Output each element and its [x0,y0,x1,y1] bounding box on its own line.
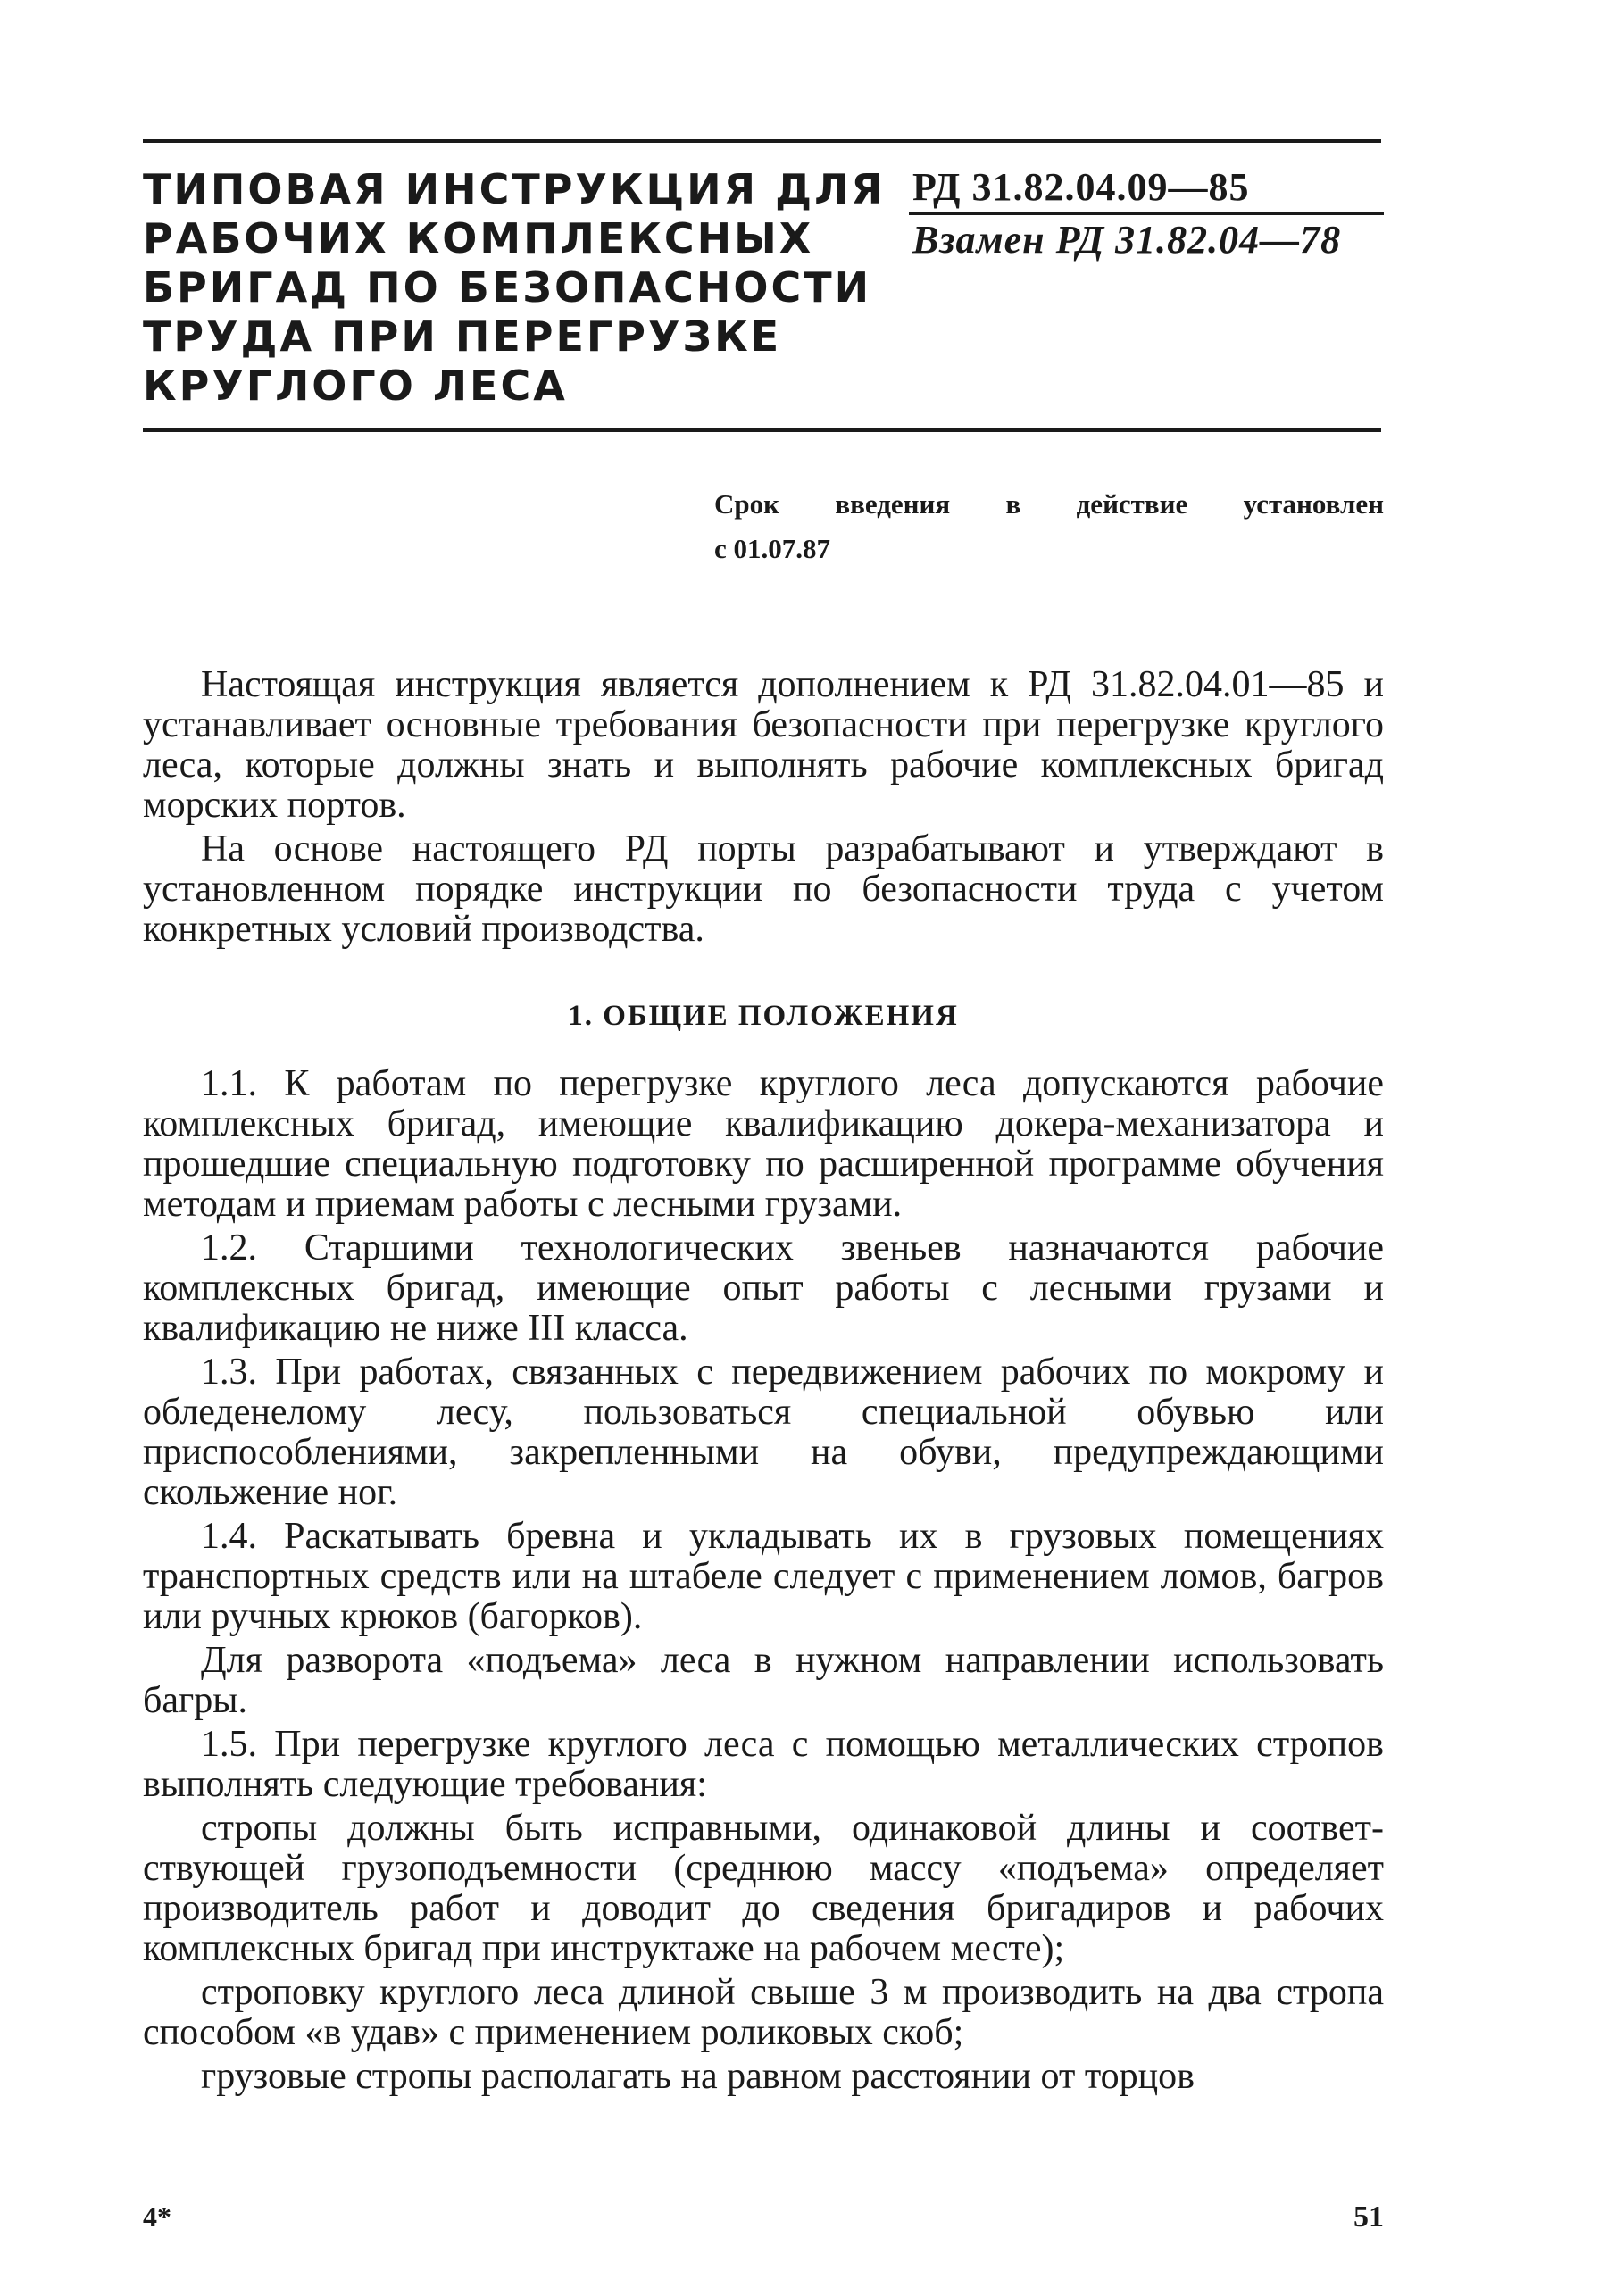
paragraph: строповку круглого леса длиной свыше 3 м производить на два стропа способом «в удав» с применением роликовых скоб; [143,1972,1384,2053]
paragraph: 1.3. При работах, связанных с передвижением рабочих по мокрому и обледенелому лесу, пользоваться специальной обувью или приспособлениями, закрепленными на обуви, предупреждающими скольжение ног. [143,1352,1384,1513]
paragraph: 1.1. К работам по перегрузке круглого леса допускаются рабочие комплексных бригад, имеющие квалификацию докера-механизатора и прошедшие специальную подготовку по расширенной программе обучения методам и приемам работы с лесными грузами. [143,1063,1384,1225]
header-bottom-rule [143,428,1381,432]
title-line: ТРУДА ПРИ ПЕРЕГРУЗКЕ [143,312,782,361]
paragraph: На основе настоящего РД порты разрабатывают и утверждают в установленном порядке инструкции по безопасности труда с учетом конкретных условий производства. [143,828,1384,950]
document-title [143,165,886,411]
intro-text [143,665,1384,950]
title-line: РАБОЧИХ КОМПЛЕКСНЫХ [143,214,814,262]
effective-line: Срок введения в действие установлен [714,488,1384,520]
paragraph: Настоящая инструкция является дополнением к РД 31.82.04.01—85 и устанавливает основные требования безопасности при перегрузке круглого леса, которые должны знать и выполнять рабочие комплексных бригад морских портов. [143,664,1384,826]
section-heading: 1. ОБЩИЕ ПОЛОЖЕНИЯ [568,1000,959,1032]
page-number: 51 [1353,2200,1384,2234]
signature-mark: 4* [143,2200,171,2233]
paragraph: 1.2. Старшими технологических звеньев назначаются рабочие комплексных бригад, имеющие опыт работы с лесными грузами и квалификацию не ниже III класса. [143,1227,1384,1349]
paragraph: 1.4. Раскатывать бревна и укладывать их в грузовых помещениях транспортных средств или на штабеле следует с применением ломов, багров или ручных крюков (багорков). [143,1516,1384,1637]
effective-date: с 01.07.87 [714,533,831,564]
effective-date-note [714,482,1384,571]
replaces-code: Взамен РД 31.82.04—78 [912,218,1342,262]
header-top-rule [143,139,1381,143]
code-underline [909,212,1384,215]
document-code: РД 31.82.04.09—85 [912,165,1250,209]
paragraph: 1.5. При перегрузке круглого леса с помощью металлических стропов выполнять следующие требования: [143,1724,1384,1805]
section-body [143,1064,1384,2097]
paragraph: стропы должны быть исправными, одинаковой длины и соответствующей грузоподъемности (среднюю массу «подъема» определяет производитель работ и доводит до сведения бригадиров и рабочих комплексных бригад при инструктаже на рабочем месте); [143,1808,1384,1969]
title-line: ТИПОВАЯ ИНСТРУКЦИЯ ДЛЯ [143,165,886,213]
paragraph: грузовые стропы располагать на равном расстоянии от торцов [201,2056,1195,2097]
title-line: КРУГЛОГО ЛЕСА [143,362,568,410]
paragraph: Для разворота «подъема» леса в нужном направлении использовать багры. [143,1640,1384,1721]
title-line: БРИГАД ПО БЕЗОПАСНОСТИ [143,263,872,312]
